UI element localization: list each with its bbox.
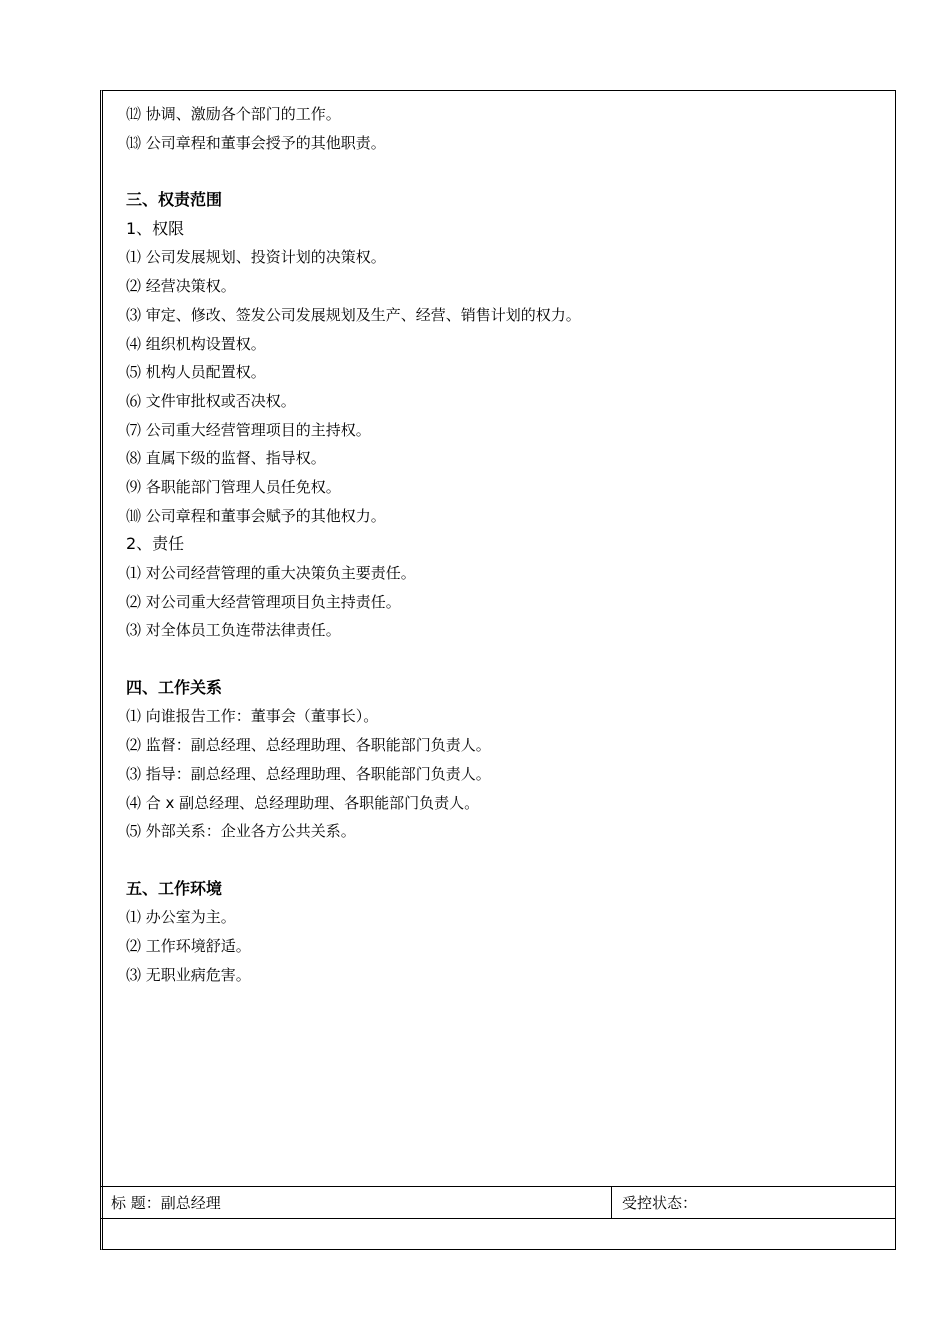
relation-item: ⑵ 监督：副总经理、总经理助理、各职能部门负责人。 — [126, 736, 491, 755]
environment-item: ⑴ 办公室为主。 — [126, 908, 236, 927]
footer-divider — [611, 1187, 612, 1218]
authority-item: ⑴ 公司发展规划、投资计划的决策权。 — [126, 248, 386, 267]
authority-item: ⑼ 各职能部门管理人员任免权。 — [126, 477, 341, 496]
responsibility-item: ⑵ 对公司重大经营管理项目负主持责任。 — [126, 592, 401, 611]
authority-item: ⑻ 直属下级的监督、指导权。 — [126, 449, 326, 468]
relation-item: ⑷ 合 x 副总经理、总经理助理、各职能部门负责人。 — [126, 793, 480, 812]
section-heading-authority: 三、权责范围 — [126, 190, 223, 210]
section-heading-environment: 五、工作环境 — [126, 878, 223, 898]
subheading-authority: 1、权限 — [126, 218, 185, 238]
footer-control-status: 受控状态： — [622, 1194, 698, 1212]
authority-item: ⑵ 经营决策权。 — [126, 277, 236, 296]
document-body — [126, 100, 876, 989]
duty-item: ⑿ 协调、激励各个部门的工作。 — [126, 105, 341, 123]
duty-item: ⒀ 公司章程和董事会授予的其他职责。 — [126, 133, 386, 152]
authority-item: ⑹ 文件审批权或否决权。 — [126, 391, 296, 410]
relation-item: ⑶ 指导：副总经理、总经理助理、各职能部门负责人。 — [126, 764, 491, 783]
section-heading-relations: 四、工作关系 — [126, 677, 223, 697]
environment-item: ⑶ 无职业病危害。 — [126, 965, 251, 984]
environment-item: ⑵ 工作环境舒适。 — [126, 936, 251, 955]
authority-item: ⑶ 审定、修改、签发公司发展规划及生产、经营、销售计划的权力。 — [126, 305, 581, 324]
authority-item: ⑷ 组织机构设置权。 — [126, 334, 266, 353]
authority-item: ⑸ 机构人员配置权。 — [126, 363, 266, 382]
footer-title: 标 题：副总经理 — [111, 1194, 221, 1212]
relation-item: ⑴ 向谁报告工作：董事会（董事长）。 — [126, 707, 379, 726]
authority-item: ⑺ 公司重大经营管理项目的主持权。 — [126, 420, 371, 439]
relation-item: ⑸ 外部关系：企业各方公共关系。 — [126, 822, 356, 841]
responsibility-item: ⑶ 对全体员工负连带法律责任。 — [126, 621, 341, 640]
authority-item: ⑽ 公司章程和董事会赋予的其他权力。 — [126, 506, 386, 525]
document-footer — [101, 1186, 896, 1219]
subheading-responsibility: 2、责任 — [126, 534, 185, 554]
responsibility-item: ⑴ 对公司经营管理的重大决策负主要责任。 — [126, 564, 416, 582]
